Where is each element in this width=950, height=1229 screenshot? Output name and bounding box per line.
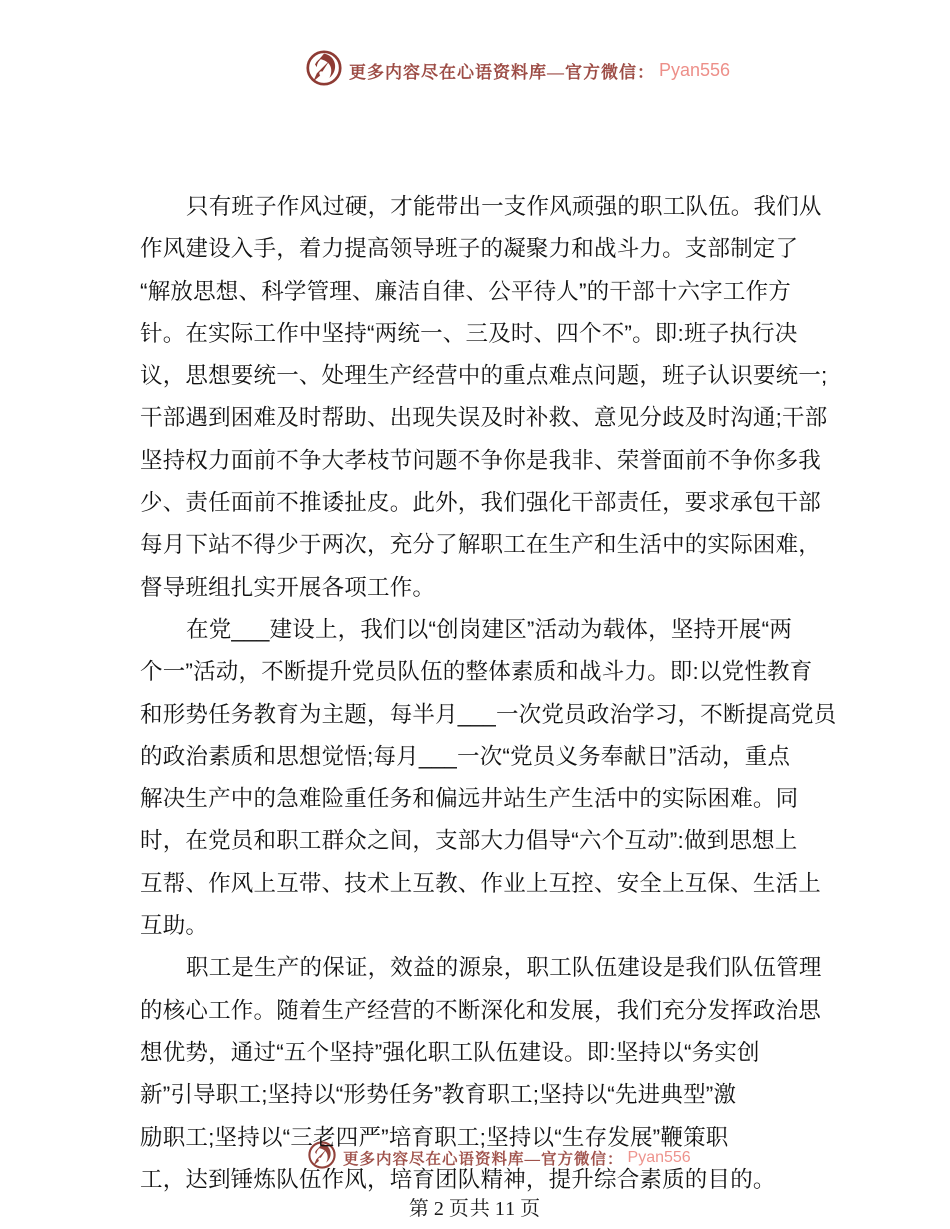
text-line: 作风建设入手，着力提高领导班子的凝聚力和战斗力。支部制定了 — [140, 236, 799, 262]
text-line: 只有班子作风过硬，才能带出一支作风顽强的职工队伍。我们从 — [186, 194, 822, 219]
text-line: 互助。 — [140, 913, 209, 939]
text-line: 励职工;坚持以“三老四严”培育职工;坚持以“生存发展”鞭策职 — [140, 1124, 729, 1150]
text-line: 职工是生产的保证，效益的源泉，职工队伍建设是我们队伍管理 — [186, 955, 822, 981]
text-line: 的政治素质和思想觉悟;每月___一次“党员义务奉献日”活动，重点 — [140, 743, 791, 769]
text-line: 干部遇到困难及时帮助、出现失误及时补救、意见分歧及时沟通;干部 — [140, 405, 828, 431]
text-line: 工，达到锤炼队伍作风，培育团队精神，提升综合素质的目的。 — [140, 1166, 776, 1192]
text-line: 想优势，通过“五个坚持”强化职工队伍建设。即:坚持以“务实创 — [140, 1039, 760, 1065]
text-line: 针。在实际工作中坚持“两统一、三及时、四个不”。即:班子执行决 — [140, 320, 798, 346]
page-footer — [0, 1192, 950, 1221]
text-line: 和形势任务教育为主题，每半月___一次党员政治学习，不断提高党员 — [140, 701, 837, 727]
watermark-wechat-id: Pyan556 — [659, 60, 731, 80]
document-body — [140, 186, 837, 1201]
watermark-text: 更多内容尽在心语资料库—官方微信： — [349, 63, 655, 82]
footer-current-page: 2 — [433, 1198, 445, 1220]
text-line: 互帮、作风上互带、技术上互教、作业上互控、安全上互保、生活上 — [140, 870, 822, 896]
text-line: 个一”活动，不断提升党员队伍的整体素质和战斗力。即:以党性教育 — [140, 659, 813, 685]
text-line: 的核心工作。随着生产经营的不断深化和发展，我们充分发挥政治思 — [140, 997, 822, 1023]
text-line: 新”引导职工;坚持以“形势任务”教育职工;坚持以“先进典型”激 — [140, 1082, 737, 1108]
text-line: 议，思想要统一、处理生产经营中的重点难点问题，班子认识要统一; — [140, 363, 828, 389]
watermark-wechat-id: Pyan556 — [627, 1148, 691, 1166]
text-line: “解放思想、科学管理、廉洁自律、公平待人”的干部十六字工作方 — [140, 278, 791, 304]
text-line: 时，在党员和职工群众之间，支部大力倡导“六个互动”:做到思想上 — [140, 828, 798, 854]
footer-page-prefix: 第 — [408, 1198, 430, 1220]
text-line: 解决生产中的急难险重任务和偏远井站生产生活中的实际困难。同 — [140, 786, 799, 812]
footer-total-pages: 11 — [494, 1198, 517, 1220]
watermark-header — [306, 50, 730, 91]
library-logo-icon — [306, 50, 342, 91]
text-line: 督导班组扎实开展各项工作。 — [140, 574, 436, 600]
footer-page-suffix: 页 — [520, 1198, 542, 1220]
footer-page-middle: 页共 — [448, 1198, 491, 1220]
text-line: 在党___建设上，我们以“创岗建区”活动为载体，坚持开展“两 — [186, 616, 793, 642]
text-line: 每月下站不得少于两次，充分了解职工在生产和生活中的实际困难， — [140, 532, 822, 558]
text-line: 少、责任面前不推诿扯皮。此外，我们强化干部责任，要求承包干部 — [140, 490, 822, 516]
text-line: 坚持权力面前不争大孝枝节问题不争你是我非、荣誉面前不争你多我 — [140, 447, 822, 473]
watermark-text: 更多内容尽在心语资料库—官方微信： — [343, 1150, 624, 1168]
